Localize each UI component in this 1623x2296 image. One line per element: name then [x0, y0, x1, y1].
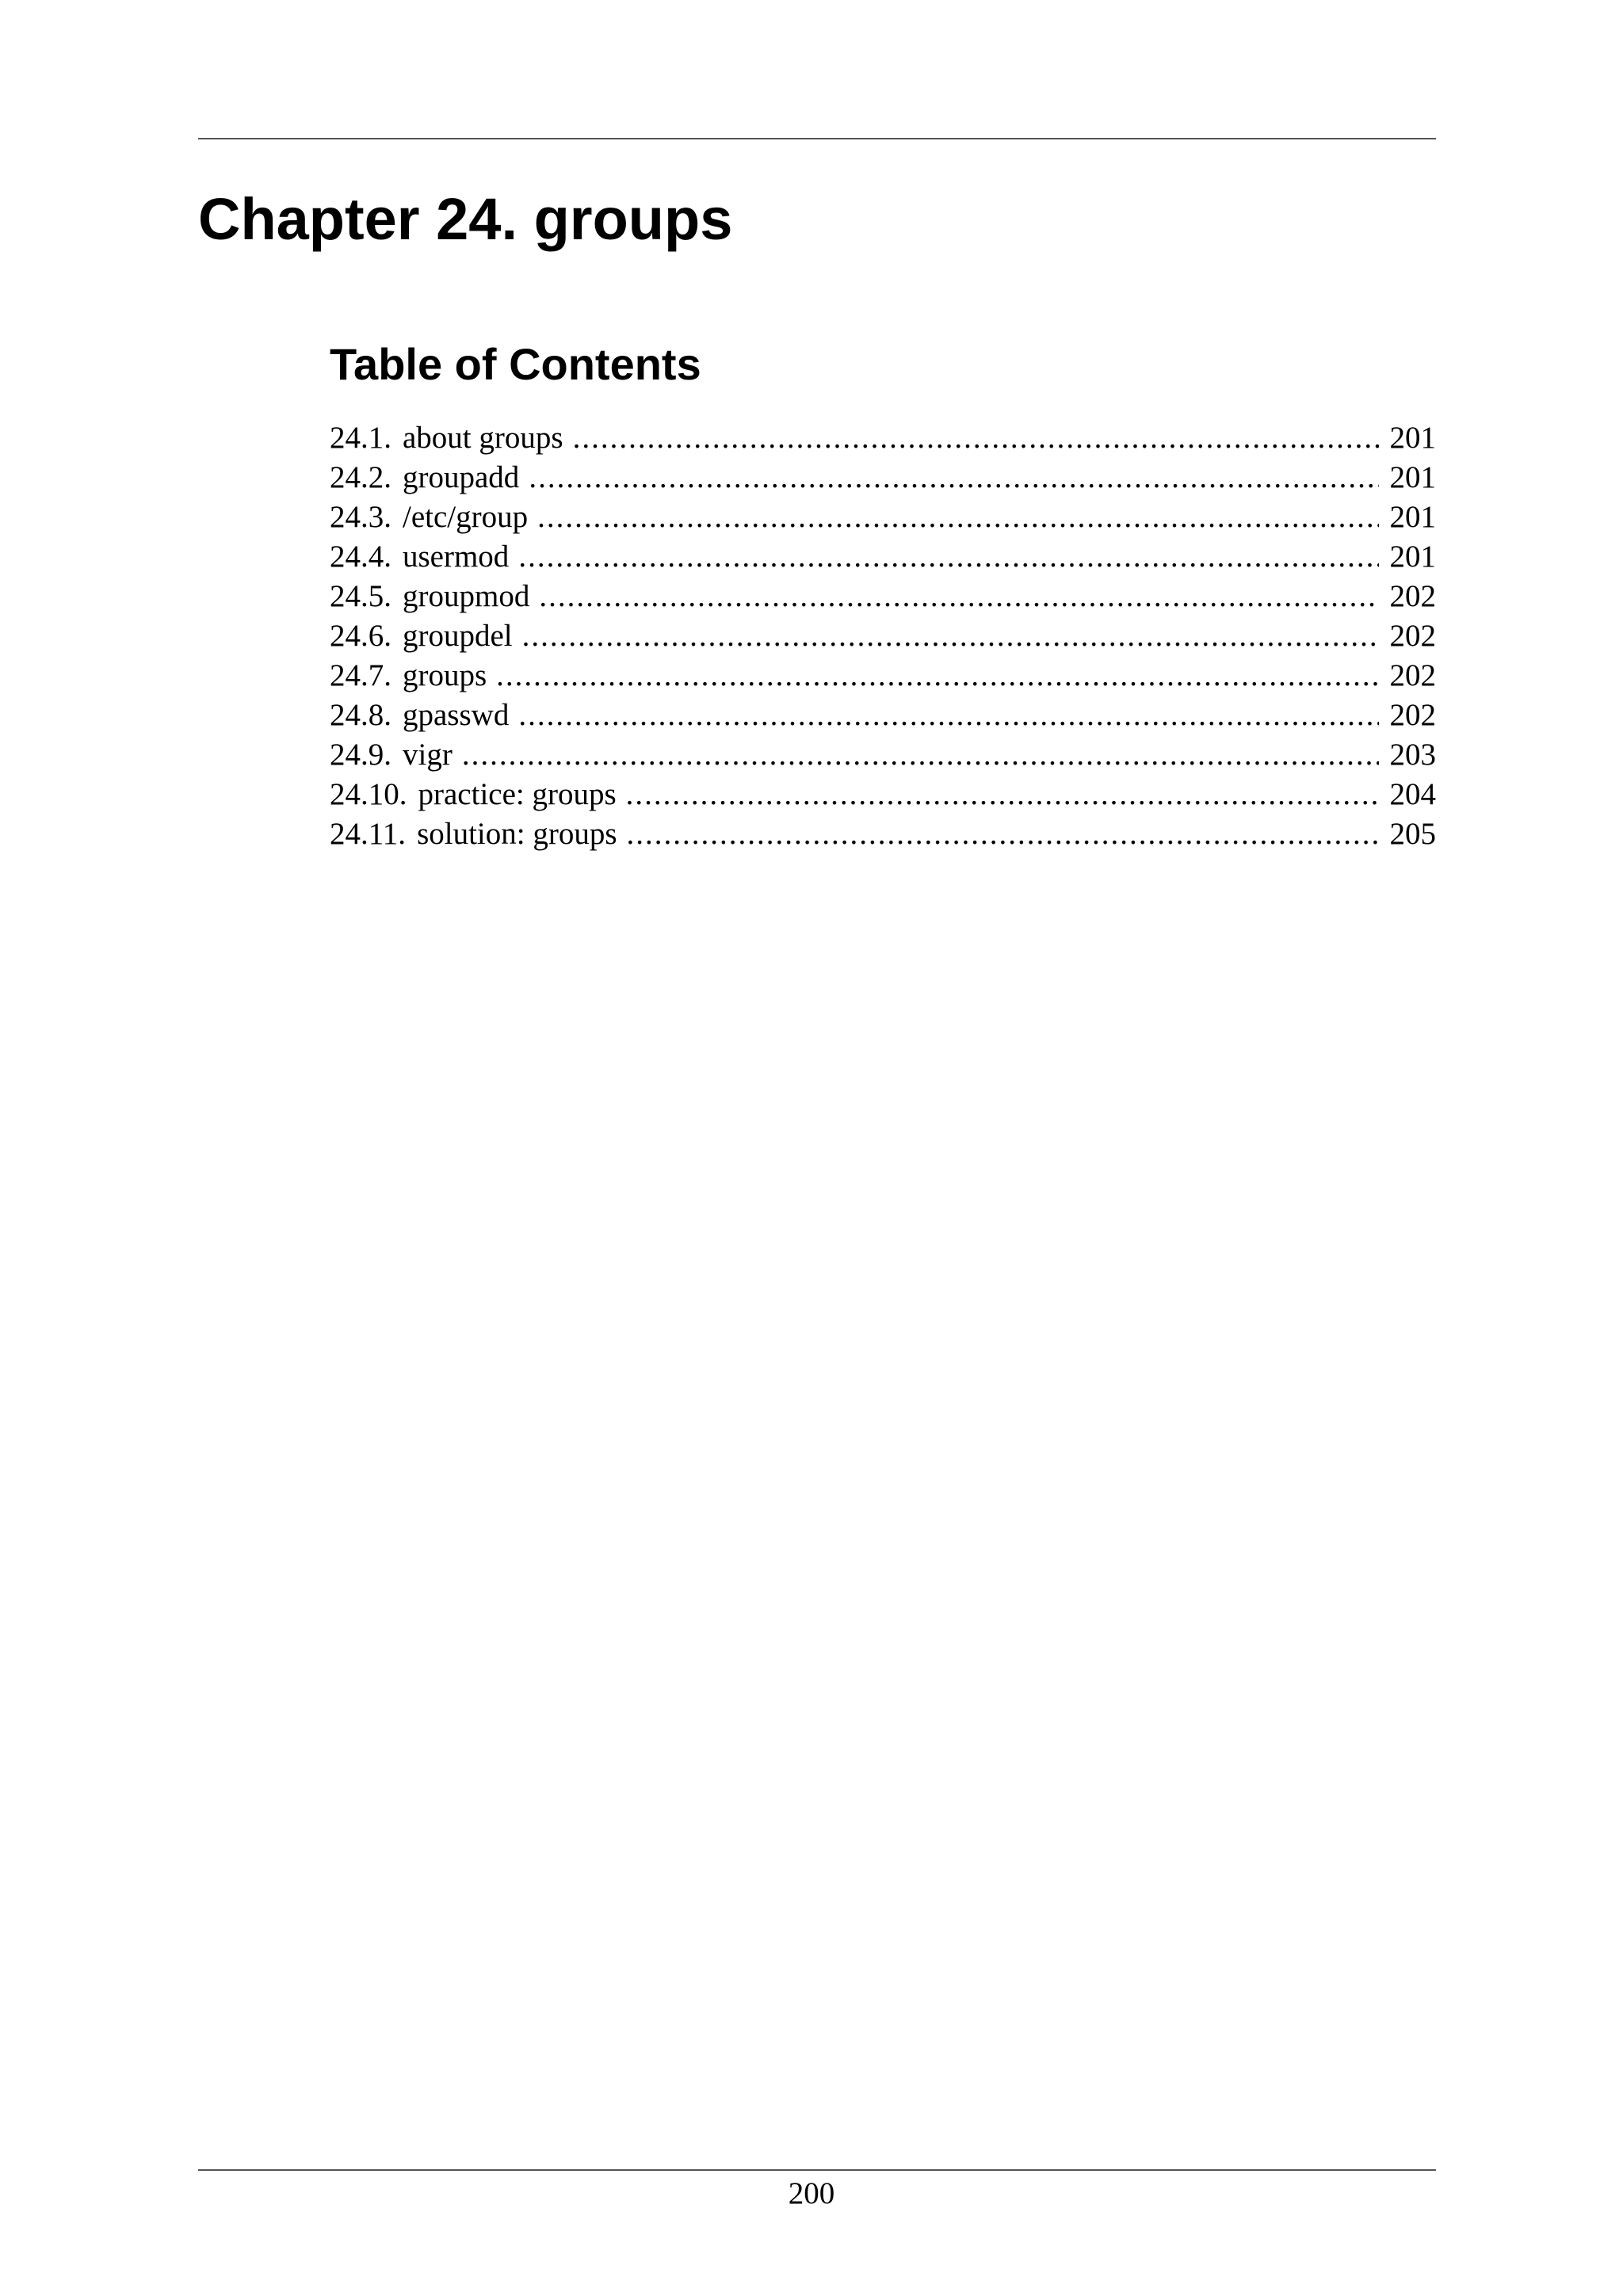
- toc-entry[interactable]: [330, 775, 1436, 814]
- chapter-title: Chapter 24. groups: [198, 186, 733, 252]
- toc-entry[interactable]: [330, 577, 1436, 616]
- toc-entry[interactable]: [330, 537, 1436, 577]
- toc-entry[interactable]: [330, 814, 1436, 854]
- toc-entry-number: 24.9.: [330, 738, 391, 772]
- toc-leader-dots: [537, 498, 1378, 537]
- toc-entry-number: 24.6.: [330, 619, 391, 653]
- toc-leader-dots: [539, 577, 1378, 616]
- toc-entry[interactable]: [330, 418, 1436, 458]
- toc-entry-number: 24.8.: [330, 698, 391, 732]
- toc-entry-number: 24.4.: [330, 540, 391, 574]
- toc-entry-title[interactable]: practice: groups: [418, 777, 617, 811]
- toc-entry-title[interactable]: usermod: [403, 540, 510, 574]
- toc-entry-page[interactable]: 202: [1389, 698, 1436, 732]
- footer-rule: [198, 2169, 1436, 2171]
- toc-entry[interactable]: [330, 458, 1436, 498]
- toc-leader-dots: [518, 537, 1378, 577]
- toc-entry-page[interactable]: 201: [1389, 421, 1436, 455]
- toc-entry-number: 24.1.: [330, 421, 391, 455]
- toc-entry[interactable]: [330, 696, 1436, 735]
- toc-entry-title[interactable]: gpasswd: [403, 698, 510, 732]
- toc-leader-dots: [496, 656, 1378, 696]
- toc-entry-title[interactable]: vigr: [403, 738, 453, 772]
- toc-entry-page[interactable]: 201: [1389, 500, 1436, 534]
- toc-entry-title[interactable]: groups: [403, 658, 487, 692]
- toc-entry[interactable]: [330, 656, 1436, 696]
- toc-entry-page[interactable]: 202: [1389, 619, 1436, 653]
- toc-entry-title[interactable]: solution: groups: [417, 817, 617, 851]
- toc-entry-number: 24.10.: [330, 777, 407, 811]
- toc-entry-title[interactable]: groupmod: [403, 579, 530, 613]
- toc-heading: Table of Contents: [330, 339, 701, 389]
- toc-leader-dots: [573, 418, 1379, 458]
- page-number: 200: [788, 2176, 835, 2210]
- toc-entry-page[interactable]: 203: [1389, 738, 1436, 772]
- toc-entry-number: 24.11.: [330, 817, 407, 851]
- toc-leader-dots: [626, 775, 1379, 814]
- toc-entry-number: 24.2.: [330, 460, 391, 494]
- toc-entry[interactable]: [330, 735, 1436, 775]
- toc-entry-title[interactable]: groupadd: [403, 460, 520, 494]
- toc-leader-dots: [627, 814, 1379, 854]
- toc-list: [330, 418, 1436, 854]
- toc-leader-dots: [518, 696, 1378, 735]
- toc-entry-title[interactable]: groupdel: [403, 619, 513, 653]
- toc-entry[interactable]: [330, 616, 1436, 656]
- toc-entry-number: 24.3.: [330, 500, 391, 534]
- toc-entry-number: 24.7.: [330, 658, 391, 692]
- toc-entry-page[interactable]: 201: [1389, 540, 1436, 574]
- toc-leader-dots: [462, 735, 1379, 775]
- toc-entry-page[interactable]: 201: [1389, 460, 1436, 494]
- toc-leader-dots: [522, 616, 1379, 656]
- toc-entry-page[interactable]: 205: [1389, 817, 1436, 851]
- toc-entry-page[interactable]: 202: [1389, 658, 1436, 692]
- toc-entry[interactable]: [330, 498, 1436, 537]
- toc-entry-title[interactable]: about groups: [403, 421, 563, 455]
- toc-entry-title[interactable]: /etc/group: [403, 500, 529, 534]
- toc-entry-page[interactable]: 202: [1389, 579, 1436, 613]
- header-rule: [198, 138, 1436, 139]
- toc-leader-dots: [529, 458, 1378, 498]
- toc-entry-page[interactable]: 204: [1389, 777, 1436, 811]
- toc-entry-number: 24.5.: [330, 579, 391, 613]
